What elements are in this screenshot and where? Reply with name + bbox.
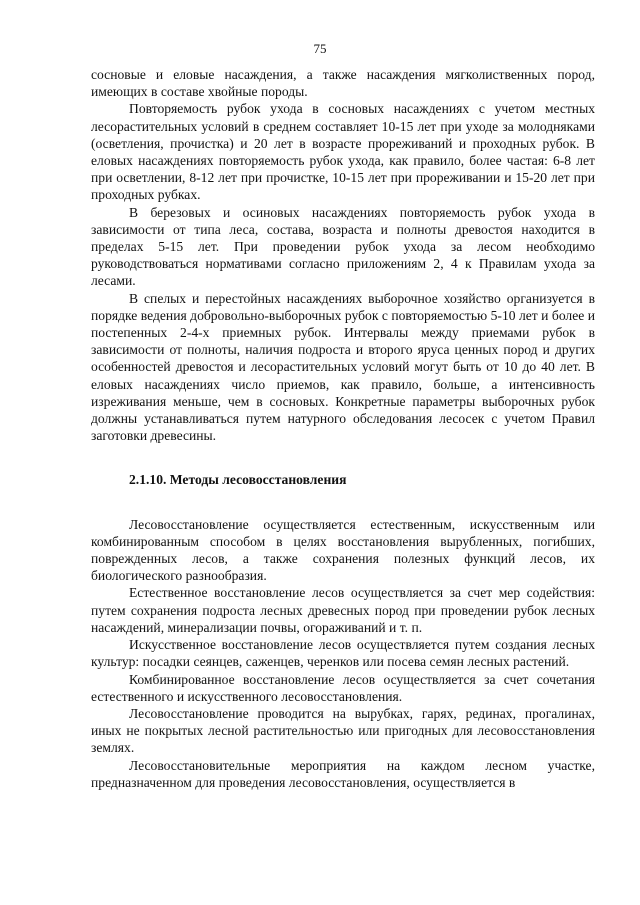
paragraph: Естественное восстановление лесов осуществляется за счет мер содействия: путем сохранения подроста лесных древесных пород при проведении рубок лесных насаждений, минерализации почвы, огораживаний и т. п. bbox=[91, 585, 595, 635]
paragraph-continued: сосновые и еловые насаждения, а также насаждения мягколиственных пород, имеющих в составе хвойные породы. bbox=[91, 67, 595, 100]
section-heading: 2.1.10. Методы лесовосстановления bbox=[129, 472, 347, 488]
paragraph: Искусственное восстановление лесов осуществляется путем создания лесных культур: посадки сеянцев, саженцев, черенков или посева семян лесных растений. bbox=[91, 637, 595, 670]
paragraph: Лесовосстановительные мероприятия на каждом лесном участке, предназначенном для проведения лесовосстановления, осуществляется в bbox=[91, 757, 595, 790]
paragraph: Лесовосстановление проводится на вырубках, гарях, рединах, прогалинах, иных не покрытых лесной растительностью или пригодных для лесовосстановления землях. bbox=[91, 705, 595, 756]
page-number: 75 bbox=[313, 41, 327, 56]
paragraph: Лесовосстановление осуществляется естественным, искусственным или комбинированным способом в целях восстановления вырубленных, погибших, поврежденных лесов, а также сохранения полезных функций лесов, их биологического разнообразия. bbox=[91, 516, 595, 584]
paragraph: Комбинированное восстановление лесов осуществляется за счет сочетания естественного и искусственного лесовосстановления. bbox=[91, 671, 595, 704]
paragraph: Повторяемость рубок ухода в сосновых насаждениях с учетом местных лесорастительных условий в среднем составляет 10-15 лет при уходе за молодняками (осветления, прочистка) и 20 лет в возрасте прореживаний и проходных рубок. В еловых насаждениях повторяемость рубок ухода, как правило, более частая: 6-8 лет при осветлении, 8-12 лет при прочистке, 10-15 лет при прореживании и 15-20 лет при проходных рубках. bbox=[91, 101, 595, 203]
paragraph: В спелых и перестойных насаждениях выборочное хозяйство организуется в порядке ведения добровольно-выборочных рубок с повторяемостью 5-10 лет и более и постепенных 2-4-х приемных рубок. Интервалы между приемами рубок в зависимости от полноты, наличия подроста и второго яруса ценных пород и других особенностей древостоя и лесорастительных условий могут быть от 10 до 40 лет. В еловых насаждениях число приемов, как правило, больше, а интенсивность изреживания меньше, чем в сосновых. Конкретные параметры выборочных рубок должны устанавливаться путем натурного обследования лесосек с учетом Правил заготовки древесины. bbox=[91, 290, 595, 444]
document-body bbox=[91, 66, 595, 791]
paragraph: В березовых и осиновых насаждениях повторяемость рубок ухода в зависимости от типа леса, состава, возраста и полноты древостоя находится в пределах 5-15 лет. При проведении рубок ухода за лесом необходимо руководствоваться нормативами согласно приложениям 2, 4 к Правилам ухода за лесами. bbox=[91, 204, 595, 289]
